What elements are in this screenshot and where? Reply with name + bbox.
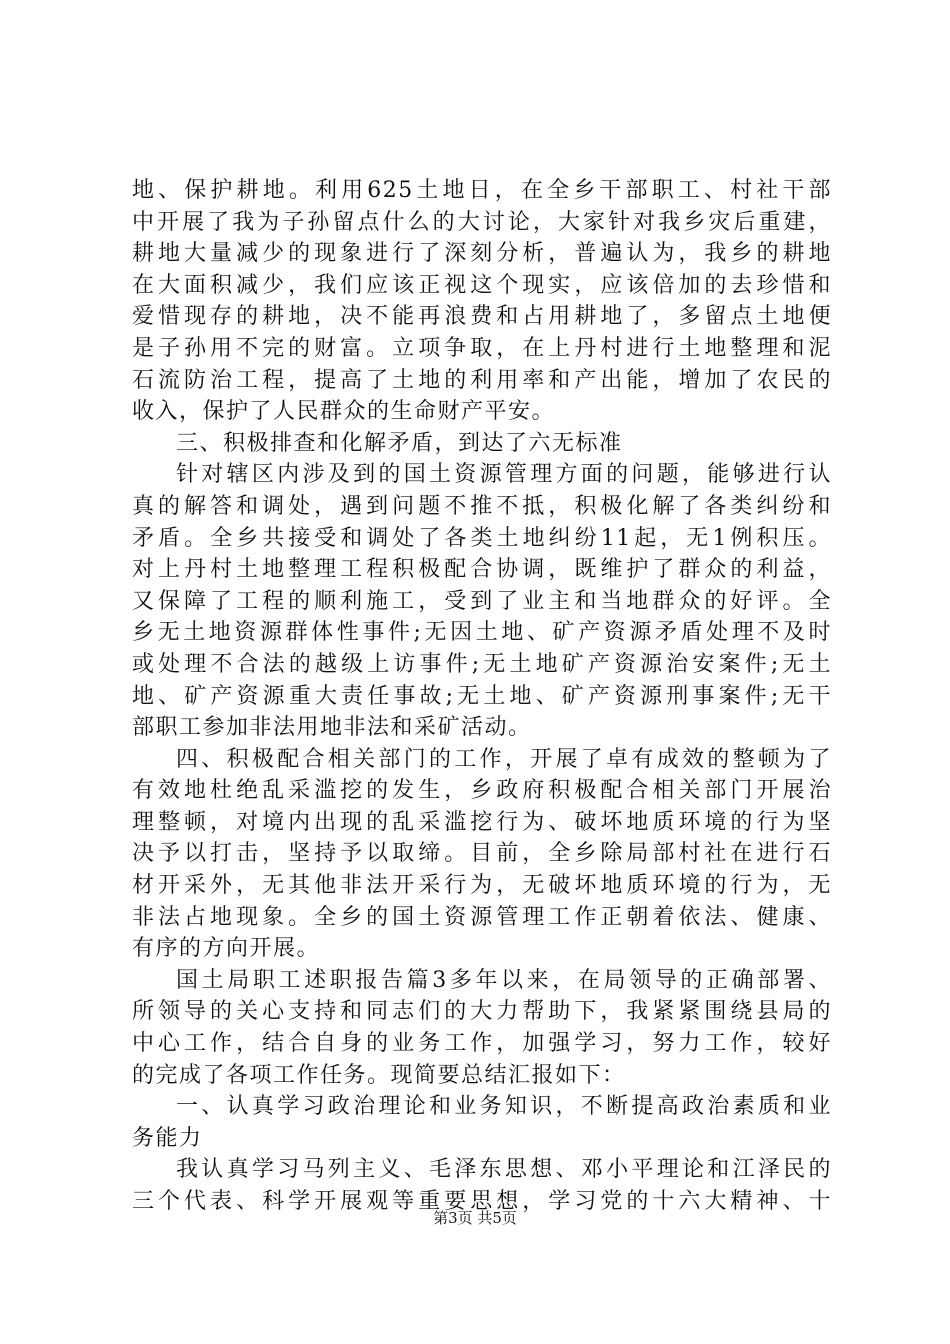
text-line: 真的解答和调处，遇到问题不推不抵，积极化解了各类纠纷和 [132,493,832,519]
text-line: 又保障了工程的顺利施工，受到了业主和当地群众的好评。全 [132,588,832,614]
text-line: 一、认真学习政治理论和业务知识，不断提高政治素质和业 [176,1094,832,1120]
text-line: 或处理不合法的越级上访事件;无土地矿产资源治安案件;无土 [132,651,832,677]
text-line: 在大面积减少，我们应该正视这个现实，应该倍加的去珍惜和 [132,272,832,298]
text-line: 耕地大量减少的现象进行了深刻分析，普遍认为，我乡的耕地 [132,241,832,267]
text-line: 国土局职工述职报告篇3多年以来，在局领导的正确部署、 [176,967,832,993]
text-line: 的完成了各项工作任务。现简要总结汇报如下： [132,1062,626,1088]
text-line: 收入，保护了人民群众的生命财产平安。 [132,399,556,425]
text-line: 地、保护耕地。利用625土地日，在全乡干部职工、村社干部 [132,178,832,203]
text-line: 有效地杜绝乱采滥挖的发生，乡政府积极配合相关部门开展治 [132,778,832,804]
text-line: 理整顿，对境内出现的乱采滥挖行为、破坏地质环境的行为坚 [132,809,832,835]
text-line: 三、积极排查和化解矛盾，到达了六无标准 [176,430,623,456]
text-line: 材开采外，无其他非法开采行为，无破坏地质环境的行为，无 [132,873,832,899]
text-line: 我认真学习马列主义、毛泽东思想、邓小平理论和江泽民的 [176,1157,832,1183]
text-line: 对上丹村土地整理工程积极配合协调，既维护了群众的利益， [132,557,832,583]
text-line: 针对辖区内涉及到的国土资源管理方面的问题，能够进行认 [176,462,832,488]
text-line: 石流防治工程，提高了土地的利用率和产出能，增加了农民的 [132,367,832,393]
text-line: 决予以打击，坚持予以取缔。目前，全乡除局部村社在进行石 [132,841,832,867]
text-line: 有序的方向开展。 [132,936,321,962]
text-line: 爱惜现存的耕地，决不能再浪费和占用耕地了，多留点土地便 [132,304,832,330]
page-footer: 第3页 共5页 [433,1209,517,1227]
text-line: 中开展了我为子孙留点什么的大讨论，大家针对我乡灾后重建， [132,209,832,235]
text-line: 是子孙用不完的财富。立项争取，在上丹村进行土地整理和泥 [132,335,832,361]
text-line: 三个代表、科学开展观等重要思想，学习党的十六大精神、十 [132,1189,832,1214]
text-line: 所领导的关心支持和同志们的大力帮助下，我紧紧围绕县局的 [132,999,832,1025]
text-line: 地、矿产资源重大责任事故;无土地、矿产资源刑事案件;无干 [132,683,832,709]
document-body [132,175,832,1218]
text-line: 部职工参加非法用地非法和采矿活动。 [132,715,532,741]
text-line: 中心工作，结合自身的业务工作，加强学习，努力工作，较好 [132,1031,832,1057]
text-line: 矛盾。全乡共接受和调处了各类土地纠纷11起，无1例积压。 [132,525,832,551]
text-line: 乡无土地资源群体性事件;无因土地、矿产资源矛盾处理不及时 [132,620,832,646]
text-line: 四、积极配合相关部门的工作，开展了卓有成效的整顿为了 [176,746,832,772]
text-line: 务能力 [132,1125,203,1151]
text-line: 非法占地现象。全乡的国土资源管理工作正朝着依法、健康、 [132,904,832,930]
